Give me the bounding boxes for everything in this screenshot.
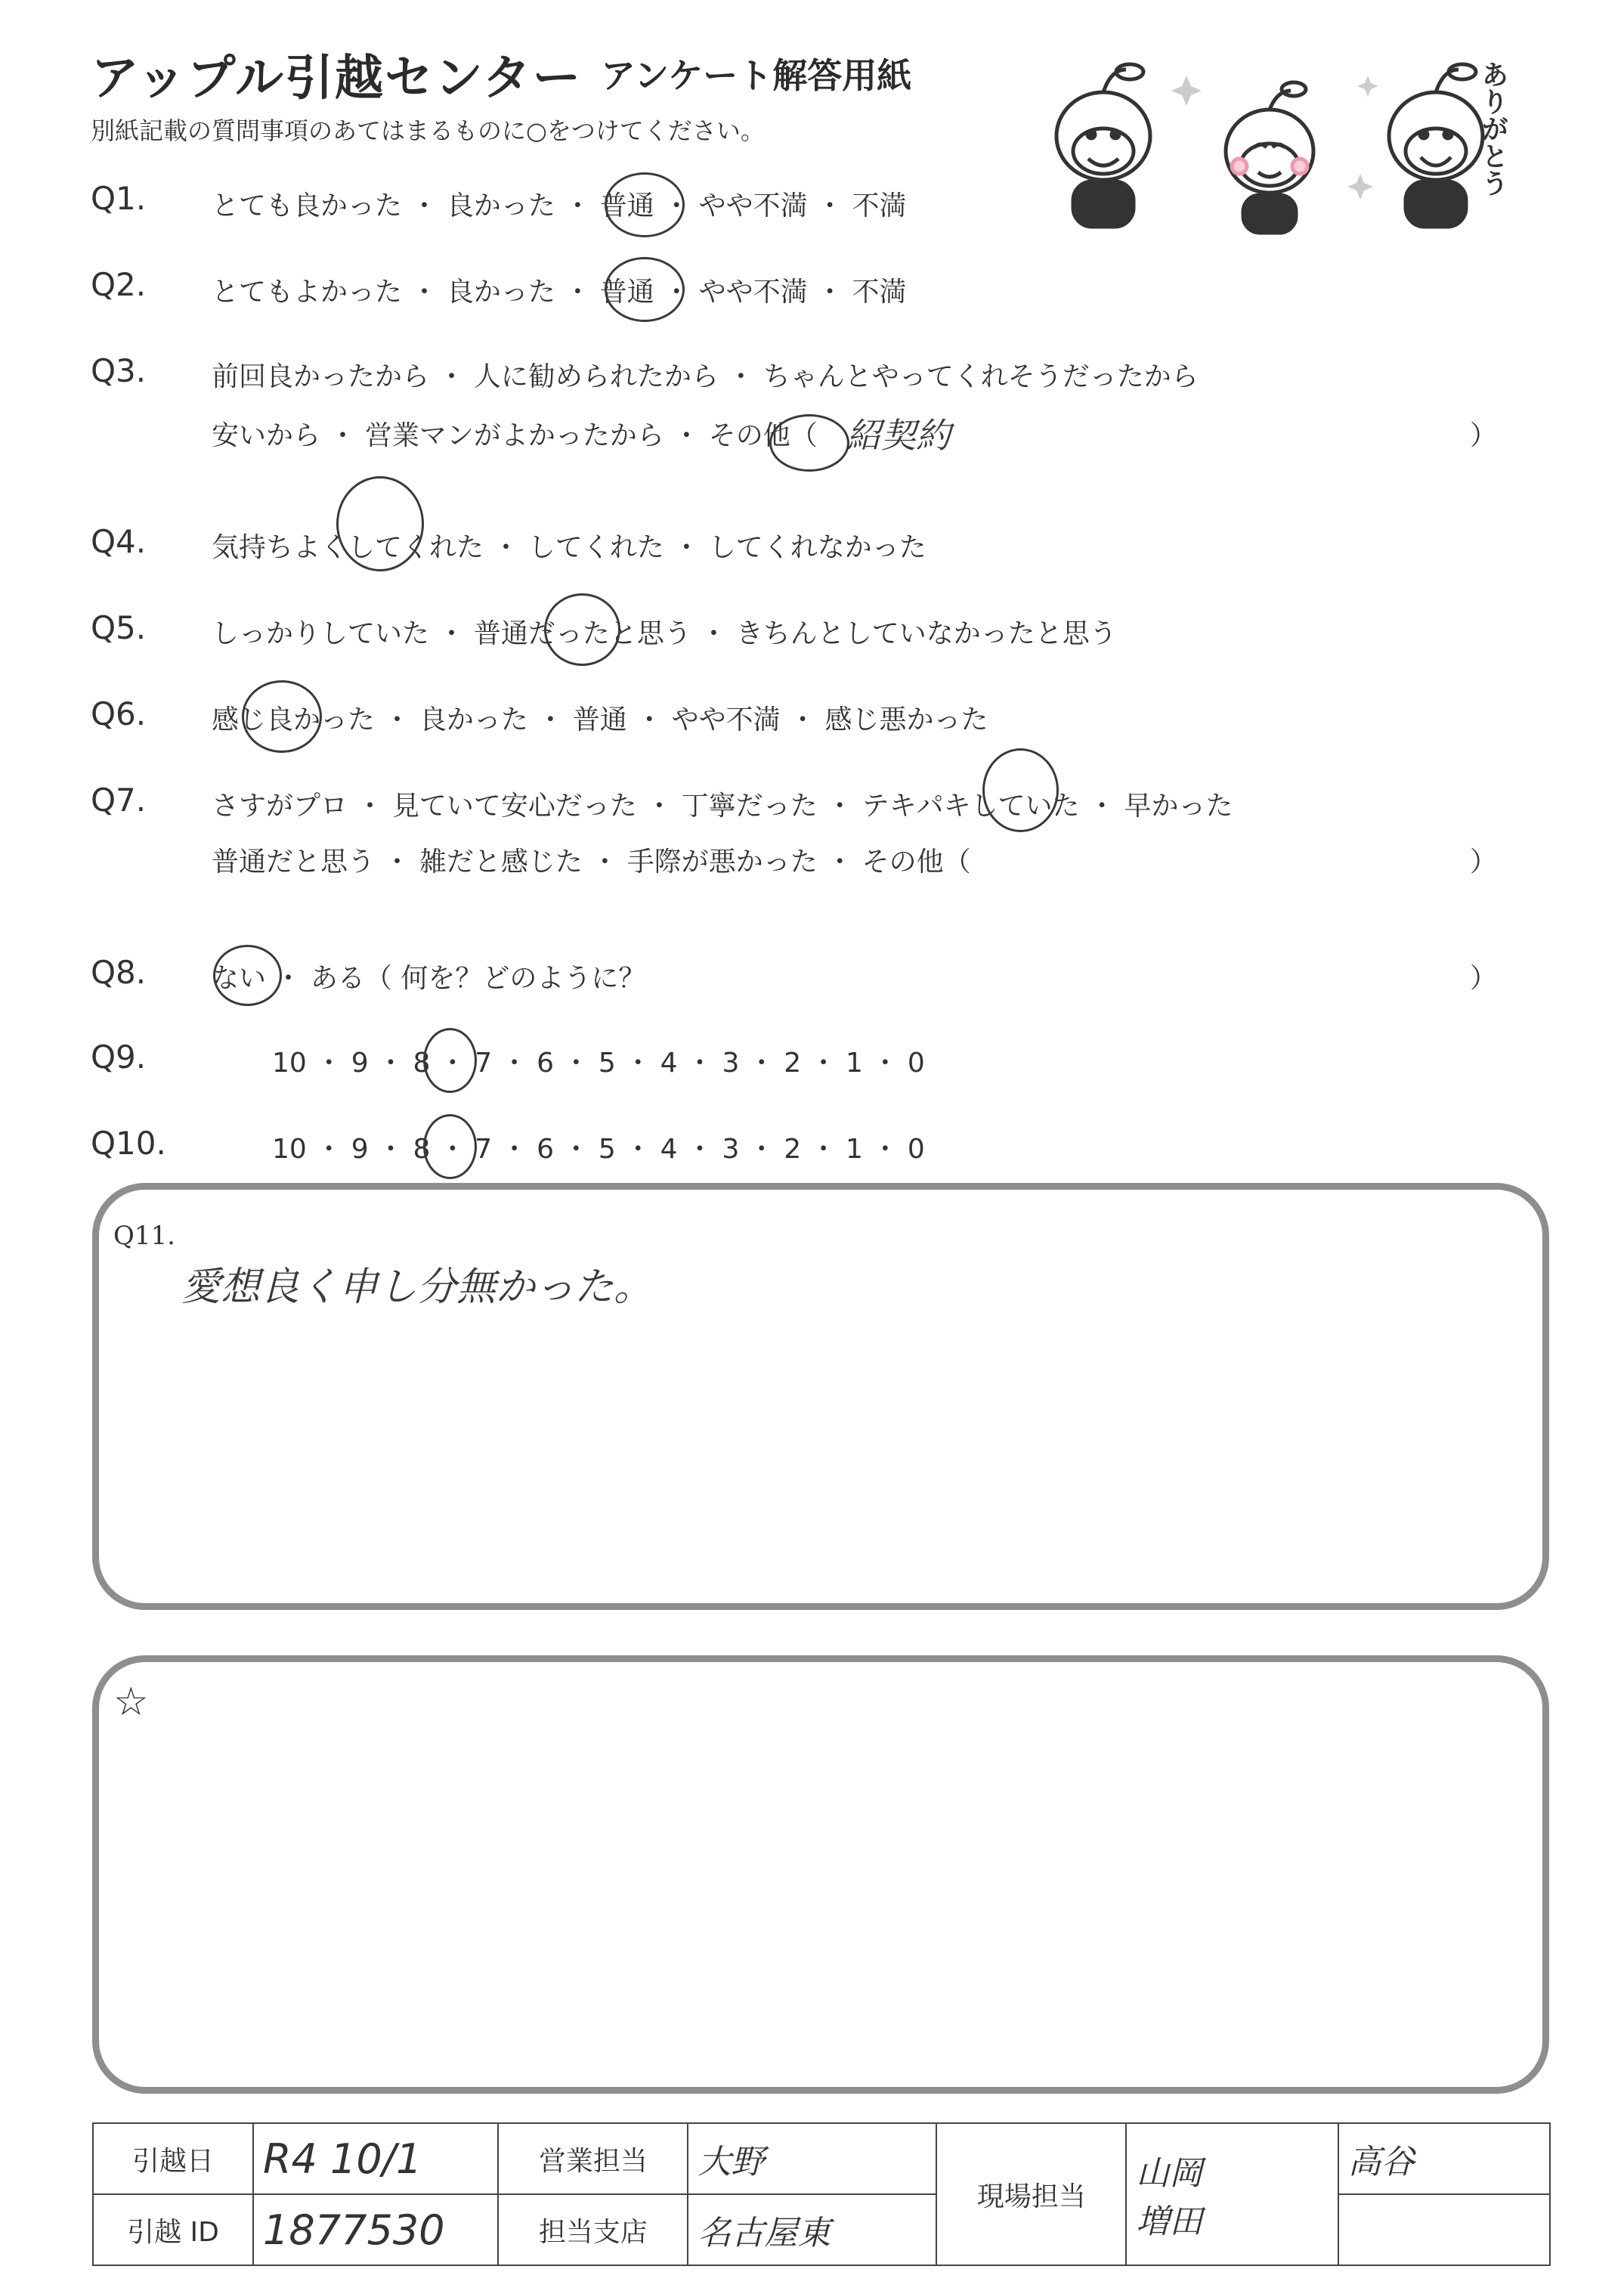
q5-answer-circle bbox=[544, 593, 620, 666]
q11-label: Q11. bbox=[113, 1221, 175, 1251]
sales-staff-label: 営業担当 bbox=[498, 2123, 688, 2194]
q9-scale[interactable]: 10 ・ 9 ・ 8 ・ 7 ・ 6 ・ 5 ・ 4 ・ 3 ・ 2 ・ 1 ・ 0 bbox=[272, 1048, 925, 1079]
thanks-text: ありがとう bbox=[1477, 60, 1508, 197]
q8-answer-circle bbox=[213, 945, 282, 1006]
q3-options-line2[interactable]: 安いから ・ 営業マンがよかったから ・ その他（ bbox=[212, 420, 818, 451]
q5-label: Q5. bbox=[91, 609, 147, 646]
site-staff-label: 現場担当 bbox=[936, 2123, 1126, 2265]
q10-answer-circle bbox=[423, 1114, 477, 1179]
site-staff-value-3: 高谷 bbox=[1338, 2123, 1550, 2194]
company-name: アップル引越センター bbox=[91, 51, 583, 107]
q7-options-line2[interactable]: 普通だと思う ・ 雑だと感じた ・ 手際が悪かった ・ その他（ bbox=[212, 847, 971, 878]
q3-close-paren: ） bbox=[1470, 420, 1498, 451]
q3-options-line1[interactable]: 前回良かったから ・ 人に勧められたから ・ ちゃんとやってくれそうだったから bbox=[212, 361, 1199, 392]
branch-value: 名古屋東 bbox=[688, 2194, 936, 2265]
monkey-mascots-illustration bbox=[1028, 45, 1542, 242]
q1-answer-circle bbox=[605, 172, 685, 237]
q7-options-line1[interactable]: さすがプロ ・ 見ていて安心だった ・ 丁寧だった ・ テキパキしていた ・ 早かった bbox=[212, 791, 1233, 822]
star-notes-box bbox=[92, 1655, 1549, 2094]
q10-label: Q10. bbox=[91, 1125, 166, 1162]
q11-handwritten-comment: 愛想良く申し分無かった。 bbox=[181, 1265, 654, 1310]
move-date-value: R4 10/1 bbox=[253, 2123, 498, 2194]
q7-label: Q7. bbox=[91, 782, 147, 819]
q3-label: Q3. bbox=[91, 352, 147, 389]
q2-answer-circle bbox=[605, 257, 685, 322]
q1-options[interactable]: とても良かった ・ 良かった ・ 普通 ・ やや不満 ・ 不満 bbox=[212, 190, 907, 221]
move-id-value: 1877530 bbox=[253, 2194, 498, 2265]
branch-label: 担当支店 bbox=[498, 2194, 688, 2265]
move-info-table bbox=[92, 2122, 1551, 2266]
q3-answer-circle bbox=[769, 414, 849, 472]
instruction-text: 別紙記載の質問事項のあてはまるものに○をつけてください。 bbox=[91, 116, 765, 145]
q9-answer-circle bbox=[423, 1028, 477, 1093]
q11-comment-box bbox=[92, 1183, 1549, 1610]
q6-options[interactable]: 感じ良かった ・ 良かった ・ 普通 ・ やや不満 ・ 感じ悪かった bbox=[212, 704, 988, 735]
q8-close-paren: ） bbox=[1470, 963, 1498, 994]
q3-other-handwritten: 紹契約 bbox=[846, 415, 951, 456]
move-id-label: 引越 ID bbox=[93, 2194, 253, 2265]
q10-scale[interactable]: 10 ・ 9 ・ 8 ・ 7 ・ 6 ・ 5 ・ 4 ・ 3 ・ 2 ・ 1 ・ 0 bbox=[272, 1134, 925, 1165]
q8-options[interactable]: ない ・ ある（ 何を？どのように？ bbox=[212, 963, 646, 994]
q6-answer-circle bbox=[242, 680, 322, 753]
q8-label: Q8. bbox=[91, 954, 147, 991]
site-staff-value-1 bbox=[1126, 2123, 1338, 2265]
q2-options[interactable]: とてもよかった ・ 良かった ・ 普通 ・ やや不満 ・ 不満 bbox=[212, 277, 907, 308]
site-staff-name-1: 山岡 bbox=[1136, 2154, 1203, 2193]
sales-staff-value: 大野 bbox=[688, 2123, 936, 2194]
q4-options[interactable]: 気持ちよくしてくれた ・ してくれた ・ してくれなかった bbox=[212, 532, 926, 563]
site-staff-empty-cell bbox=[1338, 2194, 1550, 2265]
q7-answer-circle bbox=[982, 748, 1059, 832]
star-label: ☆ bbox=[113, 1679, 149, 1725]
q5-options[interactable]: しっかりしていた ・ 普通だったと思う ・ きちんとしていなかったと思う bbox=[212, 618, 1117, 649]
form-title: アンケート解答用紙 bbox=[601, 55, 912, 96]
q7-close-paren: ） bbox=[1470, 847, 1498, 878]
q6-label: Q6. bbox=[91, 695, 147, 732]
site-staff-name-2: 増田 bbox=[1136, 2203, 1203, 2241]
q9-label: Q9. bbox=[91, 1039, 147, 1076]
q4-answer-circle bbox=[336, 476, 424, 571]
move-date-label: 引越日 bbox=[93, 2123, 253, 2194]
q4-label: Q4. bbox=[91, 523, 147, 560]
q1-label: Q1. bbox=[91, 180, 147, 217]
q2-label: Q2. bbox=[91, 266, 147, 303]
